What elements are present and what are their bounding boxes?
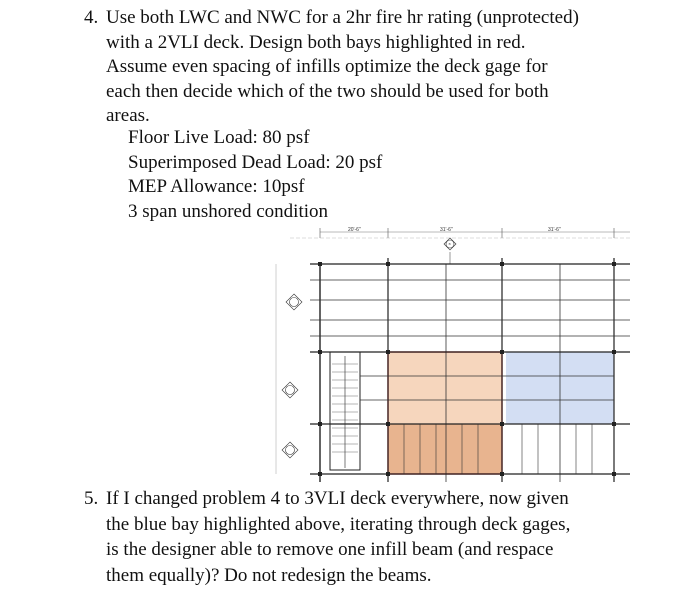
superimposed-dead-load: Superimposed Dead Load: 20 psf [128, 151, 383, 173]
problem-4-line: Assume even spacing of infills optimize the deck gage for [106, 56, 548, 77]
problem-4-line: with a 2VLI deck. Design both bays highlighted in red. [106, 31, 526, 53]
problem-4-line: each then decide which of the two should be used for both [106, 80, 549, 102]
section-marker-icon [282, 442, 298, 458]
framing-plan [270, 224, 630, 486]
floor-live-load: Floor Live Load: 80 psf [128, 127, 310, 148]
problem-5-line: If I changed problem 4 to 3VLI deck everywhere, now given [106, 488, 569, 509]
red-bay-lower [388, 424, 502, 474]
problem-4-number: 4. [84, 7, 99, 28]
red-bay-upper [388, 352, 502, 424]
problem-4-line: Use both LWC and NWC for a 2hr fire hr rating (unprotected) [106, 7, 579, 28]
section-marker-icon [286, 294, 302, 310]
problem-5-number: 5. [84, 488, 99, 509]
dimension-label: 20'-6" [348, 227, 361, 233]
span-condition: 3 span unshored condition [128, 200, 329, 222]
mep-allowance: MEP Allowance: 10psf [128, 176, 305, 197]
problem-5-line: them equally)? Do not redesign the beams. [106, 564, 432, 586]
grid-bubble-label: B [448, 242, 451, 247]
problem-4-line: areas. [106, 105, 150, 126]
section-marker-icon [282, 382, 298, 398]
dimension-label: 31'-6" [548, 227, 561, 233]
problem-5-line: the blue bay highlighted above, iterating through deck gages, [106, 513, 571, 535]
given-loads [128, 126, 382, 224]
dimension-label: 31'-6" [440, 227, 453, 233]
problem-5-line: is the designer able to remove one infill beam (and respace [106, 539, 554, 560]
